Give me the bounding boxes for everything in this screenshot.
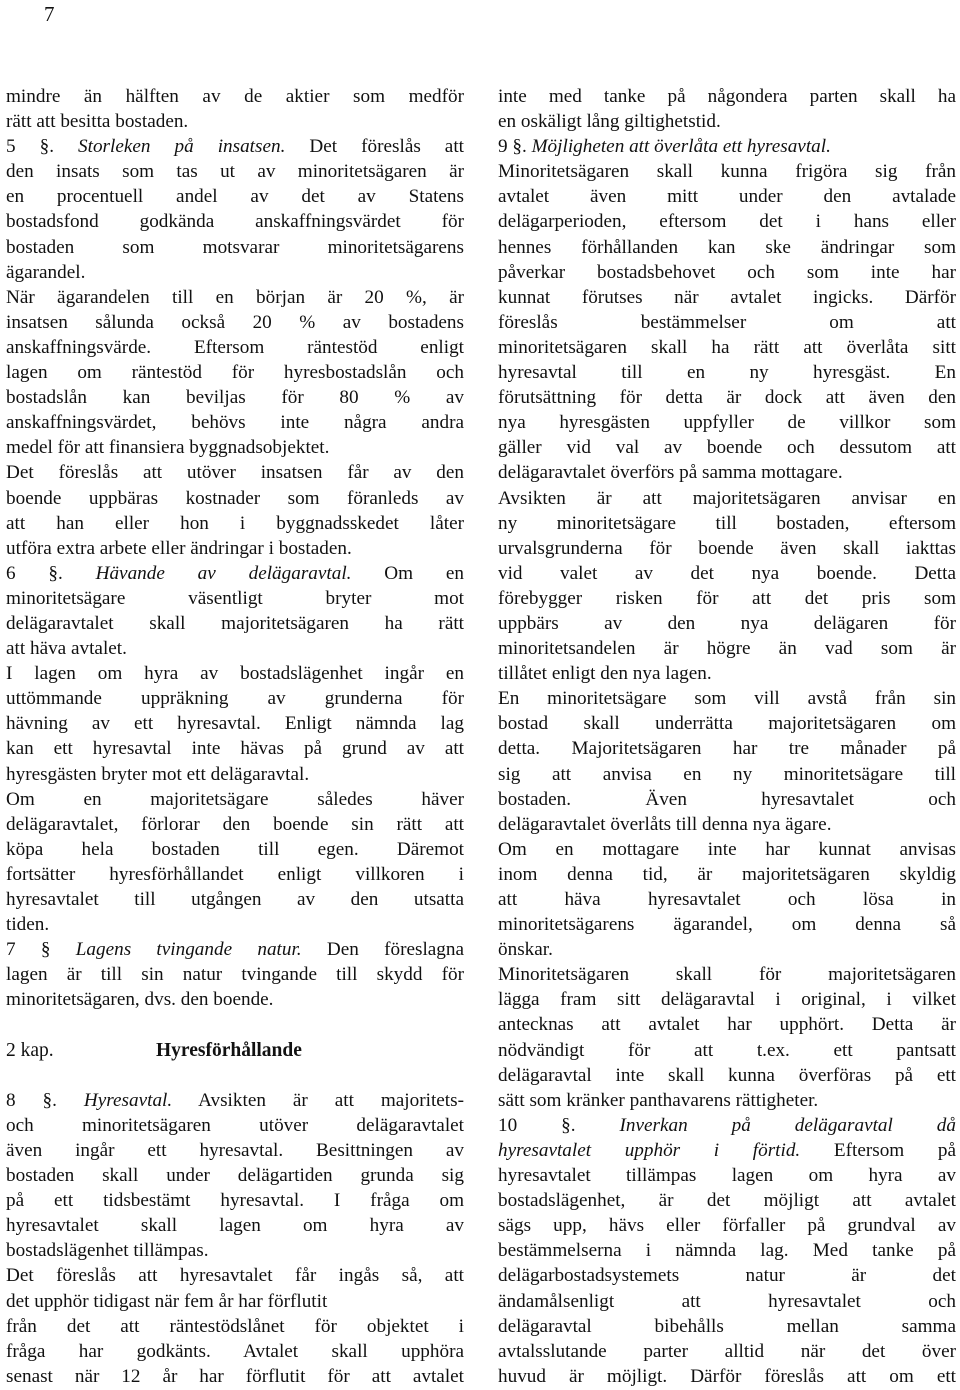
text-line: avtalet även mitt under den avtalade xyxy=(498,186,956,208)
text-line: önskar. xyxy=(498,939,553,961)
text-line: medel för att finansiera byggnadsobjektet. xyxy=(6,437,330,459)
text-line: utföra extra arbete eller ändringar i bostaden. xyxy=(6,537,352,559)
text-line: sätt som kränker panthavarens rättigheter. xyxy=(498,1089,819,1111)
text-line: Om en mottagare inte har kunnat anvisas xyxy=(498,838,956,860)
text-line: minoritetsägaren skall ha rätt att överlåta sitt xyxy=(498,336,956,358)
text-line: fortsätter hyresförhållandet enligt villkoren i xyxy=(6,863,464,885)
text-line: minoritetsägarens ägarandel, om denna så xyxy=(498,914,956,936)
text-line: lagen är till sin natur tvingande till skydd för xyxy=(6,964,464,986)
text-line: minoritetsandelen är högre än vad som är xyxy=(498,638,956,660)
text-line: kan ett hyresavtal inte hävas på grund av att xyxy=(6,738,464,760)
text-line: tillåtet enligt den nya lagen. xyxy=(498,663,712,685)
text-line: sig att anvisa en ny minoritetsägare till xyxy=(498,763,956,785)
text-line: hyresavtalet till utgången av den utsatta xyxy=(6,889,464,910)
text-line: Om en majoritetsägare således häver xyxy=(6,788,464,810)
text-line: den insats som tas ut av minoritetsägaren är xyxy=(6,161,464,183)
text-line: Det föreslås att utöver insatsen får av den xyxy=(6,462,464,484)
text-line: bostadsfond godkända anskaffningsvärdet för xyxy=(6,211,464,233)
section-title: Lagens tvingande natur. xyxy=(75,939,302,961)
text-line: ägarandel. xyxy=(6,261,86,283)
text-line: bostadslägenhet, är det möjligt att avtalet xyxy=(498,1190,956,1212)
chapter-number: 2 kap. xyxy=(6,1039,54,1061)
text-line: förebygger risken för att det pris som xyxy=(498,587,956,609)
text-line: tiden. xyxy=(6,914,50,936)
text-line: vid valet av det nya boende. Detta xyxy=(498,562,956,584)
text-line: anskaffningsvärde. Eftersom räntestöd enligt xyxy=(6,336,464,358)
text-line: kunnat förutses när avtalet ingicks. Därför xyxy=(498,286,956,308)
text-line: bostaden. Även hyresavtalet och xyxy=(498,788,956,810)
text-line: avtalsslutande parter alltid när det över xyxy=(498,1340,956,1362)
text-line: delägaravtal bibehålls mellan samma xyxy=(498,1315,956,1337)
text-line: delägaravtalet överlåts till denna nya ägare. xyxy=(498,813,832,835)
blank-line xyxy=(6,1012,464,1037)
text-line: bostadslägenhet tillämpas. xyxy=(6,1240,209,1262)
text-line: 6 §. Hävande av delägaravtal. Om en xyxy=(6,562,464,584)
section-title: Storleken på insatsen. xyxy=(78,136,286,158)
text-line: minoritetsägare väsentligt bryter mot xyxy=(6,587,464,609)
text-line: köpa hela bostaden till egen. Däremot xyxy=(6,838,464,860)
text-line: rätt att besitta bostaden. xyxy=(6,111,189,133)
text-line: en procentuell andel av det av Statens xyxy=(6,186,464,208)
text-line: Det föreslås att hyresavtalet får ingås så, att xyxy=(6,1265,464,1287)
text-line: från det att räntestödslånet för objektet i xyxy=(6,1315,464,1337)
text-line: Avsikten är att majoritetsägaren anvisar en xyxy=(498,487,956,509)
text-line: även ingår ett hyresavtal. Besittningen av xyxy=(6,1139,464,1161)
text-line: uttömmande uppräkning av grunderna för xyxy=(6,688,464,710)
text-line: hyresgästen bryter mot ett delägaravtal. xyxy=(6,763,310,785)
section-title: Möjligheten att överlåta ett hyresavtal. xyxy=(531,136,831,158)
text-line: hennes förhållanden kan ske ändringar som xyxy=(498,236,956,258)
text-line: en oskäligt lång giltighetstid. xyxy=(498,111,721,133)
text-line: att häva hyresavtalet och lösa in xyxy=(498,889,956,910)
text-line: hyresavtalet tillämpas lagen om hyra av xyxy=(498,1165,956,1187)
text-line: bostad skall underrätta majoritetsägaren om xyxy=(498,713,956,735)
text-line: senast när 12 år har förflutit för att avtalet xyxy=(6,1365,464,1387)
text-line: det upphör tidigast när fem år har förflutit xyxy=(6,1290,328,1312)
text-line: påverkar bostadsbehovet och som inte har xyxy=(498,261,956,283)
section-title: Hyresavtal. xyxy=(83,1089,173,1111)
text-line: En minoritetsägare som vill avstå från sin xyxy=(498,688,956,710)
text-line: I lagen om hyra av bostadslägenhet ingår en xyxy=(6,663,464,685)
text-line: ny minoritetsägare till bostaden, eftersom xyxy=(498,512,956,534)
text-line: gäller vid val av boende och dessutom att xyxy=(498,437,956,459)
left-column xyxy=(6,84,464,1389)
text-line: förutsättning för detta är dock att även den xyxy=(498,387,956,409)
text-line: huvud är möjligt. Därför föreslås att om ett xyxy=(498,1365,956,1387)
text-line: delägaravtal inte skall kunna överföras på ett xyxy=(498,1064,956,1086)
text-line: lagen om räntestöd för hyresbostadslån och xyxy=(6,362,464,384)
text-line: 7 § Lagens tvingande natur. Den föreslagna xyxy=(6,939,464,961)
text-line: 10 §. Inverkan på delägaravtal då xyxy=(498,1114,956,1136)
text-line: hyresavtal till en ny hyresgäst. En xyxy=(498,362,956,384)
text-line: på ett tidsbestämt hyresavtal. I fråga om xyxy=(6,1190,464,1212)
text-line: minoritetsägaren, dvs. den boende. xyxy=(6,989,274,1011)
text-line: att han eller hon i byggnadsskedet låter xyxy=(6,512,464,534)
text-line: sägs upp, hävs eller förfaller på grundval av xyxy=(498,1215,956,1237)
text-line: lägga fram sitt delägaravtal i original, i vilket xyxy=(498,989,956,1011)
text-line: att häva avtalet. xyxy=(6,638,127,660)
text-line: hävning av ett hyresavtal. Enligt nämnda lag xyxy=(6,713,464,735)
chapter-title: Hyresförhållande xyxy=(156,1039,302,1061)
text-line: hyresavtalet upphör i förtid. Eftersom på xyxy=(498,1139,956,1161)
text-line: delägaravtalet skall majoritetsägaren ha rätt xyxy=(6,612,464,634)
text-line: hyresavtalet skall lagen om hyra av xyxy=(6,1215,464,1237)
text-line: 9 §. Möjligheten att överlåta ett hyresavtal. xyxy=(498,136,831,158)
text-line: boende uppbäras kostnader som föranleds av xyxy=(6,487,464,509)
text-line: delägarbostadsystemets natur är det xyxy=(498,1265,956,1287)
text-line: nya hyresgästen uppfyller de villkor som xyxy=(498,412,956,434)
text-line: Minoritetsägaren skall kunna frigöra sig från xyxy=(498,161,956,183)
text-line: anskaffningsvärdet, behövs inte några andra xyxy=(6,412,464,434)
right-column xyxy=(498,84,956,1389)
text-line: fråga har godkänts. Avtalet skall upphöra xyxy=(6,1340,464,1362)
text-line: När ägarandelen till en början är 20 %, är xyxy=(6,286,464,308)
text-line: mindre än hälften av de aktier som medför xyxy=(6,86,464,107)
text-line: bestämmelserna i nämnda lag. Med tanke på xyxy=(498,1240,956,1262)
text-line: Minoritetsägaren skall för majoritetsägaren xyxy=(498,964,956,986)
text-line: urvalsgrunderna för boende även skall iakttas xyxy=(498,537,956,559)
text-line: och minoritetsägaren utöver delägaravtalet xyxy=(6,1114,464,1136)
text-line: bostadslån kan beviljas för 80 % av xyxy=(6,387,464,409)
section-title: hyresavtalet upphör i förtid. xyxy=(498,1139,801,1161)
text-line: detta. Majoritetsägaren har tre månader på xyxy=(498,738,956,760)
text-line: 5 §. Storleken på insatsen. Det föreslås att xyxy=(6,136,464,158)
text-line: insatsen sålunda också 20 % av bostadens xyxy=(6,311,464,333)
text-line: bostaden som motsvarar minoritetsägarens xyxy=(6,236,464,258)
text-line: inom denna tid, är majoritetsägaren skyldig xyxy=(498,863,956,885)
section-title: Hävande av delägaravtal. xyxy=(95,562,352,584)
page-number: 7 xyxy=(44,2,55,26)
text-line: antecknas att avtalet har upphört. Detta är xyxy=(498,1014,956,1036)
text-line: uppbärs av den nya delägaren för xyxy=(498,612,956,634)
chapter-heading xyxy=(6,1038,464,1063)
text-line: ändamålsenligt att hyresavtalet och xyxy=(498,1290,956,1312)
text-line: delägarperioden, eftersom det i hans eller xyxy=(498,211,956,233)
section-title: Inverkan på delägaravtal då xyxy=(619,1114,956,1136)
text-line: bostaden skall under delägartiden grunda sig xyxy=(6,1165,464,1187)
text-line: 8 §. Hyresavtal. Avsikten är att majoritets- xyxy=(6,1089,464,1111)
text-line: nödvändigt för att t.ex. ett pantsatt xyxy=(498,1039,956,1061)
text-line: föreslås bestämmelser om att xyxy=(498,311,956,333)
blank-line xyxy=(6,1063,464,1088)
text-line: delägaravtalet överförs på samma mottagare. xyxy=(498,462,843,484)
text-line: delägaravtalet, förlorar den boende sin rätt att xyxy=(6,813,464,835)
text-line: inte med tanke på någondera parten skall ha xyxy=(498,86,956,107)
